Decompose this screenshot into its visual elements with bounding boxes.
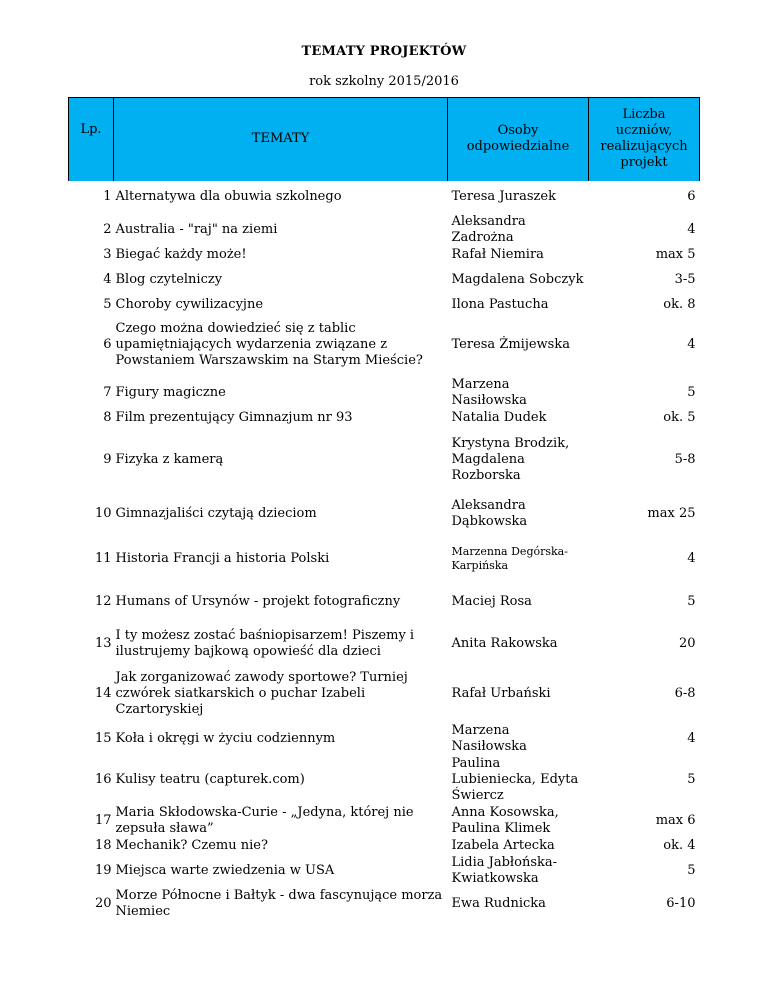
row-topic: Blog czytelniczy (115, 272, 223, 287)
row-persons: Natalia Dudek (451, 410, 547, 425)
row-count: ok. 8 (663, 297, 696, 312)
row-count: 5 (687, 385, 696, 400)
row-lp: 2 (103, 222, 112, 237)
row-lp: 5 (103, 297, 112, 312)
row-count: ok. 4 (663, 838, 696, 853)
row-topic: Alternatywa dla obuwia szkolnego (115, 189, 342, 204)
table-row (69, 297, 700, 314)
row-lp: 3 (103, 247, 112, 262)
row-count: 5 (687, 593, 696, 609)
row-count: max 5 (655, 247, 696, 262)
row-lp: 14 (94, 686, 112, 701)
table-row (69, 722, 700, 756)
row-count: 5 (687, 772, 696, 787)
row-topic: Czego można dowiedzieć się z tablic upamiętniających wydarzenia związane z Powstaniem Warszawskim na Starym Mieście? (115, 321, 423, 368)
row-lp: 15 (94, 730, 112, 746)
row-persons: Anita Rakowska (451, 635, 558, 651)
row-count: 4 (687, 222, 696, 237)
row-topic: Kulisy teatru (capturek.com) (115, 772, 305, 787)
row-count: 4 (687, 337, 696, 352)
row-topic: Koła i okręgi w życiu codziennym (115, 730, 336, 746)
row-topic: Gimnazjaliści czytają dzieciom (115, 506, 317, 521)
row-persons: Aleksandra Zadrożna (451, 214, 526, 245)
row-topic: Miejsca warte zwiedzenia w USA (115, 863, 335, 878)
row-topic: Choroby cywilizacyjne (115, 297, 264, 312)
row-count: ok. 5 (663, 410, 696, 425)
table-row (69, 621, 700, 667)
row-persons: Ewa Rudnicka (451, 896, 546, 911)
table-row (69, 314, 700, 377)
row-lp: 17 (94, 813, 112, 828)
row-count: 6-10 (666, 896, 696, 911)
row-topic: Biegać każdy może! (115, 247, 247, 262)
row-persons: Teresa Juraszek (451, 189, 556, 204)
row-count: 6 (687, 189, 696, 204)
table-row (69, 377, 700, 410)
row-count: 4 (687, 551, 696, 566)
row-lp: 1 (103, 189, 112, 204)
row-lp: 18 (94, 838, 112, 853)
row-count: 5 (687, 863, 696, 878)
document-subtitle: rok szkolny 2015/2016 (309, 74, 459, 89)
row-topic: Jak zorganizować zawody sportowe? Turniej czwórek siatkarskich o puchar Izabeli Czartoryskiej (115, 670, 408, 717)
header-topic: TEMATY (114, 98, 448, 181)
row-persons: Marzenna Degórska-Karpińska (451, 545, 568, 572)
row-lp: 16 (94, 772, 112, 787)
table-row (69, 855, 700, 888)
table-header-row (69, 98, 700, 181)
row-persons: Lidia Jabłońska-Kwiatkowska (451, 855, 558, 886)
row-count: 5-8 (674, 451, 696, 467)
table-row (69, 805, 700, 838)
table-row (69, 888, 700, 921)
table-row (69, 427, 700, 493)
row-topic: Humans of Ursynów - projekt fotograficzny (115, 593, 401, 609)
table-row (69, 756, 700, 805)
row-count: max 25 (647, 506, 696, 521)
row-topic: Figury magiczne (115, 385, 226, 400)
row-persons: Izabela Artecka (451, 838, 555, 853)
row-count: 4 (687, 730, 696, 746)
row-topic: I ty możesz zostać baśniopisarzem! Piszemy i ilustrujemy bajkową opowieść dla dzieci (115, 627, 415, 659)
row-lp: 8 (103, 410, 112, 425)
table-row (69, 838, 700, 855)
row-topic: Film prezentujący Gimnazjum nr 93 (115, 410, 353, 425)
header-persons: Osoby odpowiedzialne (448, 98, 589, 181)
row-lp: 12 (94, 593, 112, 609)
row-lp: 9 (103, 451, 112, 467)
table-row (69, 536, 700, 583)
row-count: 3-5 (674, 272, 696, 287)
row-count: 20 (678, 635, 696, 651)
row-topic: Historia Francji a historia Polski (115, 551, 330, 566)
header-lp: Lp. (69, 98, 114, 181)
row-lp: 20 (94, 896, 112, 911)
row-topic: Maria Skłodowska-Curie - „Jedyna, której nie zepsuła sława” (115, 805, 414, 836)
row-topic: Australia - "raj" na ziemi (115, 222, 278, 237)
projects-table (68, 97, 700, 921)
table-row (69, 181, 700, 214)
header-count: Liczba uczniów, realizujących projekt (589, 98, 700, 181)
table-row (69, 667, 700, 722)
row-topic: Mechanik? Czemu nie? (115, 838, 268, 853)
row-persons: Marzena Nasiłowska (451, 377, 527, 408)
row-count: 6-8 (674, 686, 696, 701)
row-lp: 11 (94, 551, 112, 566)
table-row (69, 214, 700, 247)
row-persons: Aleksandra Dąbkowska (451, 498, 528, 529)
row-persons: Magdalena Sobczyk (451, 272, 584, 287)
table-row (69, 410, 700, 427)
row-lp: 7 (103, 385, 112, 400)
row-persons: Ilona Pastucha (451, 297, 549, 312)
table-row (69, 264, 700, 297)
document-title: TEMATY PROJEKTÓW (301, 44, 467, 59)
row-count: max 6 (655, 813, 696, 828)
row-lp: 19 (94, 863, 112, 878)
row-persons: Rafał Urbański (451, 686, 551, 701)
row-persons: Anna Kosowska, Paulina Klimek (451, 805, 559, 836)
table-row (69, 493, 700, 536)
row-lp: 10 (94, 506, 112, 521)
table-row (69, 583, 700, 621)
row-lp: 6 (103, 337, 112, 352)
row-persons: Maciej Rosa (451, 593, 532, 609)
row-persons: Teresa Żmijewska (451, 337, 570, 352)
row-topic: Morze Północne i Bałtyk - dwa fascynujące morza Niemiec (115, 888, 443, 919)
row-lp: 13 (94, 635, 112, 651)
row-persons: Paulina Lubieniecka, Edyta Świercz (451, 756, 579, 803)
table-row (69, 247, 700, 264)
row-persons: Marzena Nasiłowska (451, 722, 527, 754)
row-lp: 4 (103, 272, 112, 287)
row-persons: Rafał Niemira (451, 247, 544, 262)
row-persons: Krystyna Brodzik, Magdalena Rozborska (451, 435, 570, 483)
row-topic: Fizyka z kamerą (115, 451, 224, 467)
